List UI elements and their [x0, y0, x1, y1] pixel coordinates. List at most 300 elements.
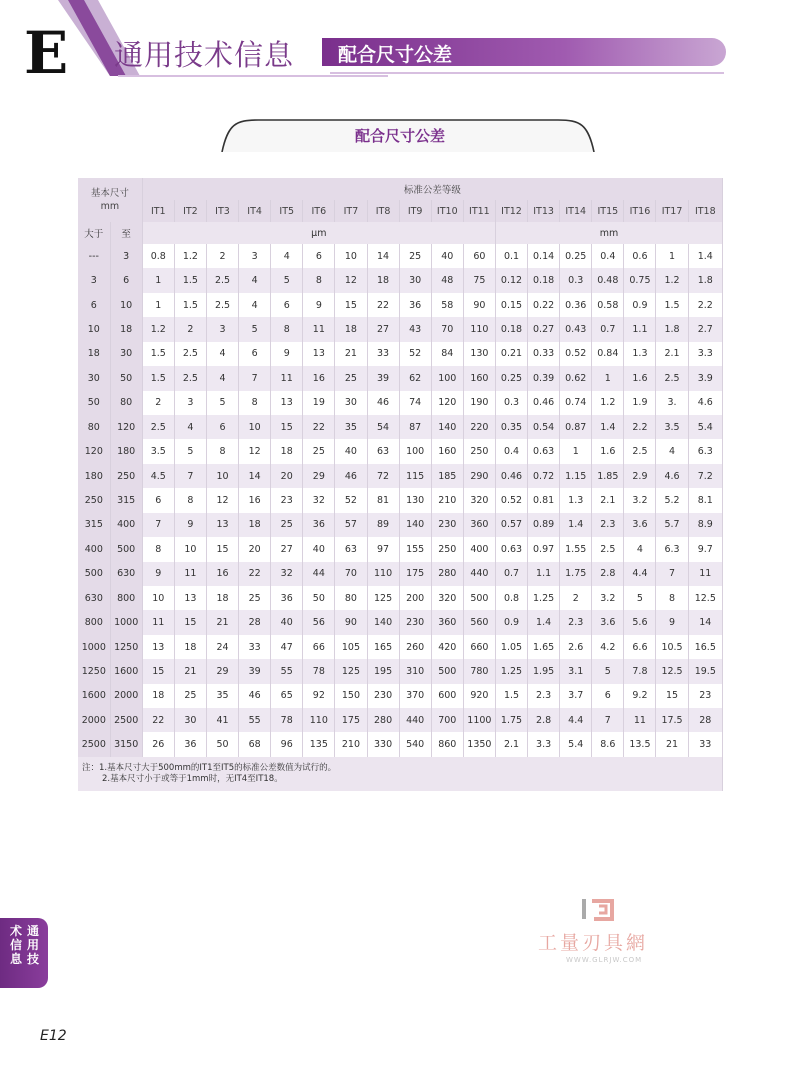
tolerance-cell: 7	[656, 562, 688, 586]
tolerance-cell: 18	[367, 268, 399, 292]
tolerance-table	[78, 178, 723, 791]
page-number: E12	[40, 1028, 67, 1044]
tolerance-cell: 4.4	[624, 562, 656, 586]
tolerance-cell: 210	[431, 488, 463, 512]
tolerance-cell: 12	[206, 488, 238, 512]
tolerance-cell: 8	[303, 268, 335, 292]
tolerance-cell: 19.5	[688, 659, 722, 683]
tolerance-cell: 220	[463, 415, 495, 439]
table-row	[78, 293, 723, 317]
tolerance-cell: 3.2	[624, 488, 656, 512]
tolerance-cell: 26	[142, 732, 174, 756]
tolerance-cell: 135	[303, 732, 335, 756]
table-row	[78, 635, 723, 659]
basic-size-label: 基本尺寸	[90, 188, 129, 200]
tolerance-cell: 50	[303, 586, 335, 610]
tolerance-cell: 2	[142, 391, 174, 415]
table-row	[78, 659, 723, 683]
grade-header: 标准公差等级	[142, 178, 722, 200]
tolerance-cell: 2.8	[592, 562, 624, 586]
tolerance-cell: 36	[399, 293, 431, 317]
tolerance-cell: 30	[399, 268, 431, 292]
tolerance-cell: 0.27	[528, 317, 560, 341]
tolerance-cell: 400	[463, 537, 495, 561]
side-tab-text-2: 通用技	[26, 924, 39, 966]
tolerance-cell: 2.5	[206, 268, 238, 292]
size-cell: 3	[110, 244, 142, 268]
tolerance-cell: 40	[431, 244, 463, 268]
tolerance-cell: 0.4	[495, 439, 527, 463]
tolerance-cell: 0.97	[528, 537, 560, 561]
grade-header-cell: IT9	[399, 200, 431, 222]
tolerance-cell: 36	[174, 732, 206, 756]
tolerance-cell: 33	[239, 635, 271, 659]
tolerance-cell: 4.6	[656, 464, 688, 488]
tolerance-cell: 1.9	[624, 391, 656, 415]
tolerance-cell: 25	[239, 586, 271, 610]
tolerance-cell: 0.15	[495, 293, 527, 317]
tolerance-cell: 3.6	[624, 513, 656, 537]
tolerance-cell: 46	[239, 684, 271, 708]
tolerance-cell: 1.5	[174, 268, 206, 292]
tolerance-cell: 7	[174, 464, 206, 488]
tolerance-cell: 3.2	[592, 586, 624, 610]
tolerance-cell: 35	[335, 415, 367, 439]
tolerance-cell: 0.18	[528, 268, 560, 292]
table-row	[78, 562, 723, 586]
tolerance-cell: 0.6	[624, 244, 656, 268]
tolerance-cell: 72	[367, 464, 399, 488]
grade-header-cell: IT16	[624, 200, 656, 222]
unit-mm: mm	[495, 222, 722, 244]
tolerance-cell: 1.85	[592, 464, 624, 488]
tolerance-cell: 700	[431, 708, 463, 732]
tolerance-cell: 4	[206, 366, 238, 390]
tolerance-cell: 0.58	[592, 293, 624, 317]
tolerance-cell: 1.5	[174, 293, 206, 317]
tolerance-cell: 8	[174, 488, 206, 512]
tolerance-cell: 10	[239, 415, 271, 439]
tolerance-cell: 54	[367, 415, 399, 439]
tolerance-cell: 22	[239, 562, 271, 586]
tolerance-cell: 1	[142, 268, 174, 292]
tolerance-cell: 39	[239, 659, 271, 683]
tolerance-cell: 5	[206, 391, 238, 415]
size-cell: 500	[78, 562, 110, 586]
table-row	[78, 537, 723, 561]
size-cell: 50	[78, 391, 110, 415]
tolerance-cell: 36	[271, 586, 303, 610]
tolerance-cell: 50	[206, 732, 238, 756]
size-cell: 18	[78, 342, 110, 366]
grade-header-cell: IT1	[142, 200, 174, 222]
watermark-logo-icon	[582, 897, 630, 923]
tolerance-cell: 1.8	[688, 268, 722, 292]
tolerance-cell: 5.4	[688, 415, 722, 439]
tolerance-cell: 250	[431, 537, 463, 561]
tolerance-cell: 16	[206, 562, 238, 586]
tolerance-cell: 1.6	[624, 366, 656, 390]
tolerance-cell: 125	[335, 659, 367, 683]
tolerance-cell: 25	[335, 366, 367, 390]
tolerance-cell: 140	[399, 513, 431, 537]
tolerance-cell: 18	[239, 513, 271, 537]
tolerance-cell: 1.4	[688, 244, 722, 268]
tolerance-cell: 6	[206, 415, 238, 439]
tolerance-cell: 84	[431, 342, 463, 366]
size-cell: 6	[110, 268, 142, 292]
tolerance-cell: 9	[174, 513, 206, 537]
tolerance-cell: 18	[271, 439, 303, 463]
grade-header-cell: IT10	[431, 200, 463, 222]
tolerance-cell: 3.7	[560, 684, 592, 708]
tolerance-cell: 2.1	[656, 342, 688, 366]
tolerance-cell: 11	[624, 708, 656, 732]
size-cell: 2000	[110, 684, 142, 708]
tolerance-cell: 3	[239, 244, 271, 268]
tolerance-cell: 0.35	[495, 415, 527, 439]
tolerance-cell: 5.4	[560, 732, 592, 756]
tolerance-cell: 360	[463, 513, 495, 537]
tolerance-cell: 230	[399, 610, 431, 634]
unit-um: μm	[142, 222, 495, 244]
tolerance-cell: 40	[335, 439, 367, 463]
tolerance-cell: 8	[239, 391, 271, 415]
tolerance-cell: 63	[335, 537, 367, 561]
tolerance-cell: 5	[624, 586, 656, 610]
size-cell: 120	[78, 439, 110, 463]
tolerance-cell: 185	[431, 464, 463, 488]
tolerance-cell: 2.3	[592, 513, 624, 537]
tolerance-cell: 78	[271, 708, 303, 732]
tolerance-cell: 310	[399, 659, 431, 683]
tolerance-cell: 22	[367, 293, 399, 317]
tolerance-cell: 2.5	[656, 366, 688, 390]
table-row	[78, 732, 723, 756]
tolerance-cell: 4	[624, 537, 656, 561]
table-notes	[78, 757, 723, 791]
tolerance-cell: 14	[367, 244, 399, 268]
tolerance-cell: 56	[303, 610, 335, 634]
tolerance-cell: 9.2	[624, 684, 656, 708]
tolerance-cell: 2.5	[142, 415, 174, 439]
size-cell: 6	[78, 293, 110, 317]
tolerance-cell: 40	[303, 537, 335, 561]
tolerance-cell: 1.65	[528, 635, 560, 659]
tolerance-cell: 0.18	[495, 317, 527, 341]
over-label: 大于	[78, 222, 110, 244]
tolerance-cell: 60	[463, 244, 495, 268]
tolerance-cell: 15	[174, 610, 206, 634]
header-divider	[330, 72, 724, 74]
tolerance-cell: 12.5	[656, 659, 688, 683]
tolerance-cell: 58	[431, 293, 463, 317]
tolerance-cell: 89	[367, 513, 399, 537]
tolerance-cell: 9	[303, 293, 335, 317]
size-cell: 80	[78, 415, 110, 439]
tolerance-cell: 1.25	[495, 659, 527, 683]
tolerance-cell: 0.89	[528, 513, 560, 537]
size-cell: 400	[110, 513, 142, 537]
tolerance-cell: 130	[463, 342, 495, 366]
tolerance-cell: 12	[239, 439, 271, 463]
tolerance-cell: 1.1	[624, 317, 656, 341]
tolerance-cell: 1.05	[495, 635, 527, 659]
tolerance-cell: 19	[303, 391, 335, 415]
tolerance-cell: 2	[206, 244, 238, 268]
grade-header-cell: IT7	[335, 200, 367, 222]
size-cell: 180	[110, 439, 142, 463]
tolerance-cell: 9.7	[688, 537, 722, 561]
tolerance-cell: 1.5	[142, 342, 174, 366]
tolerance-cell: 96	[271, 732, 303, 756]
tolerance-cell: 3.5	[142, 439, 174, 463]
tolerance-cell: 780	[463, 659, 495, 683]
tolerance-cell: 2.3	[528, 684, 560, 708]
tolerance-cell: 6	[303, 244, 335, 268]
size-cell: 30	[78, 366, 110, 390]
tolerance-cell: 540	[399, 732, 431, 756]
tolerance-cell: 125	[367, 586, 399, 610]
header-subtitle: 配合尺寸公差	[338, 44, 453, 66]
tolerance-cell: 190	[463, 391, 495, 415]
tolerance-cell: 8	[271, 317, 303, 341]
table-row	[78, 439, 723, 463]
tolerance-cell: 2.8	[528, 708, 560, 732]
tolerance-cell: 0.87	[560, 415, 592, 439]
tolerance-cell: 2.2	[624, 415, 656, 439]
header-row-2	[78, 200, 723, 222]
header-title: 通用技术信息	[114, 38, 295, 72]
tolerance-cell: 0.33	[528, 342, 560, 366]
tolerance-cell: 3.6	[592, 610, 624, 634]
tolerance-cell: 1100	[463, 708, 495, 732]
tolerance-cell: 1	[142, 293, 174, 317]
tolerance-cell: 195	[367, 659, 399, 683]
tolerance-cell: 5	[271, 268, 303, 292]
tolerance-cell: 1.75	[560, 562, 592, 586]
tolerance-cell: 13	[174, 586, 206, 610]
size-cell: 180	[78, 464, 110, 488]
side-tab-text-1: 术信息	[9, 924, 22, 966]
tolerance-cell: 15	[271, 415, 303, 439]
tolerance-cell: 7.2	[688, 464, 722, 488]
tolerance-cell: 13	[206, 513, 238, 537]
tolerance-cell: 70	[431, 317, 463, 341]
tolerance-cell: 1.3	[624, 342, 656, 366]
tolerance-cell: 360	[431, 610, 463, 634]
tolerance-cell: 6	[142, 488, 174, 512]
tolerance-cell: 5	[592, 659, 624, 683]
tolerance-cell: 200	[399, 586, 431, 610]
tolerance-cell: 5	[174, 439, 206, 463]
tolerance-cell: 22	[142, 708, 174, 732]
tolerance-cell: 1.2	[656, 268, 688, 292]
tolerance-cell: 230	[367, 684, 399, 708]
tolerance-cell: 4.5	[142, 464, 174, 488]
tolerance-cell: 0.43	[560, 317, 592, 341]
tolerance-cell: 1.5	[656, 293, 688, 317]
tolerance-cell: 2.5	[624, 439, 656, 463]
tolerance-cell: 30	[335, 391, 367, 415]
tolerance-cell: 22	[303, 415, 335, 439]
tolerance-cell: 33	[688, 732, 722, 756]
tolerance-cell: 3.9	[688, 366, 722, 390]
grade-header-cell: IT13	[528, 200, 560, 222]
tolerance-cell: 8.1	[688, 488, 722, 512]
size-cell: 800	[110, 586, 142, 610]
size-cell: 250	[78, 488, 110, 512]
size-cell: 1600	[110, 659, 142, 683]
tolerance-cell: 3	[206, 317, 238, 341]
tolerance-cell: 320	[431, 586, 463, 610]
tolerance-cell: 1	[656, 244, 688, 268]
tolerance-cell: 57	[335, 513, 367, 537]
tolerance-cell: 81	[367, 488, 399, 512]
tolerance-cell: 175	[399, 562, 431, 586]
tolerance-cell: 21	[206, 610, 238, 634]
tolerance-cell: 440	[399, 708, 431, 732]
tolerance-cell: 0.7	[495, 562, 527, 586]
tolerance-cell: 0.8	[495, 586, 527, 610]
tolerance-cell: 4	[239, 268, 271, 292]
tolerance-cell: 8.9	[688, 513, 722, 537]
tolerance-cell: 78	[303, 659, 335, 683]
tolerance-cell: 7	[142, 513, 174, 537]
table-row	[78, 708, 723, 732]
tolerance-cell: 2.5	[592, 537, 624, 561]
size-cell: 400	[78, 537, 110, 561]
tolerance-cell: 1.95	[528, 659, 560, 683]
tolerance-cell: 14	[688, 610, 722, 634]
table-row	[78, 317, 723, 341]
tolerance-cell: 48	[431, 268, 463, 292]
tolerance-cell: 8	[656, 586, 688, 610]
tolerance-cell: 0.63	[528, 439, 560, 463]
tolerance-cell: 46	[367, 391, 399, 415]
tolerance-cell: 33	[367, 342, 399, 366]
tolerance-cell: 65	[271, 684, 303, 708]
tolerance-cell: 21	[335, 342, 367, 366]
tolerance-cell: 0.57	[495, 513, 527, 537]
grade-header-cell: IT5	[271, 200, 303, 222]
tolerance-cell: 1.2	[142, 317, 174, 341]
tolerance-cell: 17.5	[656, 708, 688, 732]
tolerance-cell: 0.3	[495, 391, 527, 415]
grade-header-cell: IT18	[688, 200, 722, 222]
tolerance-cell: 7.8	[624, 659, 656, 683]
tolerance-cell: 55	[239, 708, 271, 732]
tolerance-cell: 1.1	[528, 562, 560, 586]
size-cell: 30	[110, 342, 142, 366]
tolerance-cell: 2	[174, 317, 206, 341]
tolerance-cell: 10	[142, 586, 174, 610]
tolerance-cell: 87	[399, 415, 431, 439]
tolerance-cell: 5.2	[656, 488, 688, 512]
tolerance-cell: 150	[335, 684, 367, 708]
grade-header-cell: IT4	[239, 200, 271, 222]
tolerance-cell: 9	[271, 342, 303, 366]
tolerance-cell: 2.1	[495, 732, 527, 756]
tolerance-cell: 30	[174, 708, 206, 732]
tolerance-cell: 14	[239, 464, 271, 488]
tolerance-cell: 35	[206, 684, 238, 708]
size-cell: 2500	[78, 732, 110, 756]
notes-row	[78, 757, 723, 791]
tolerance-cell: 0.81	[528, 488, 560, 512]
tolerance-cell: 0.74	[560, 391, 592, 415]
tolerance-cell: 1.55	[560, 537, 592, 561]
table-row	[78, 342, 723, 366]
tolerance-cell: 63	[367, 439, 399, 463]
tolerance-cell: 8	[206, 439, 238, 463]
tolerance-cell: 10	[206, 464, 238, 488]
grade-header-cell: IT11	[463, 200, 495, 222]
size-cell: 315	[78, 513, 110, 537]
table-row	[78, 488, 723, 512]
tolerance-cell: 27	[367, 317, 399, 341]
tolerance-cell: 68	[239, 732, 271, 756]
tolerance-cell: 29	[206, 659, 238, 683]
tolerance-cell: 4.4	[560, 708, 592, 732]
tolerance-cell: 5	[239, 317, 271, 341]
tolerance-cell: 18	[174, 635, 206, 659]
tolerance-cell: 5.6	[624, 610, 656, 634]
size-cell: 315	[110, 488, 142, 512]
header-row-1	[78, 178, 723, 200]
size-cell: 3	[78, 268, 110, 292]
tolerance-cell: 660	[463, 635, 495, 659]
tolerance-cell: 18	[206, 586, 238, 610]
tolerance-cell: 3.	[656, 391, 688, 415]
tolerance-cell: 75	[463, 268, 495, 292]
section-letter: E	[24, 19, 69, 87]
tolerance-cell: 55	[271, 659, 303, 683]
tolerance-cell: 32	[271, 562, 303, 586]
tolerance-cell: 13	[142, 635, 174, 659]
size-cell: 800	[78, 610, 110, 634]
tolerance-cell: 1.75	[495, 708, 527, 732]
tolerance-cell: 10	[174, 537, 206, 561]
tolerance-cell: 15	[142, 659, 174, 683]
tolerance-cell: 4	[206, 342, 238, 366]
tolerance-cell: 160	[431, 439, 463, 463]
tolerance-cell: 90	[335, 610, 367, 634]
tolerance-cell: 52	[399, 342, 431, 366]
table-row	[78, 415, 723, 439]
tolerance-cell: 11	[142, 610, 174, 634]
note-1: 注：1.基本尺寸大于500mm的IT1至IT5的标准公差数值为试行的。	[82, 762, 337, 773]
grade-header-cell: IT17	[656, 200, 688, 222]
tolerance-cell: 1.2	[592, 391, 624, 415]
note-2: 2.基本尺寸小于或等于1mm时，无IT4至IT18。	[102, 773, 283, 784]
tolerance-cell: 0.48	[592, 268, 624, 292]
tolerance-cell: 3	[174, 391, 206, 415]
tolerance-cell: 0.52	[560, 342, 592, 366]
tolerance-cell: 44	[303, 562, 335, 586]
basic-size-header	[78, 178, 142, 222]
tolerance-cell: 25	[271, 513, 303, 537]
tolerance-cell: 2.9	[624, 464, 656, 488]
grade-header-cell: IT14	[560, 200, 592, 222]
tolerance-cell: 10	[335, 244, 367, 268]
tolerance-cell: 0.4	[592, 244, 624, 268]
tolerance-cell: 4	[239, 293, 271, 317]
tolerance-cell: 6.3	[656, 537, 688, 561]
table-row	[78, 513, 723, 537]
tolerance-cell: 23	[271, 488, 303, 512]
tolerance-cell: 175	[335, 708, 367, 732]
